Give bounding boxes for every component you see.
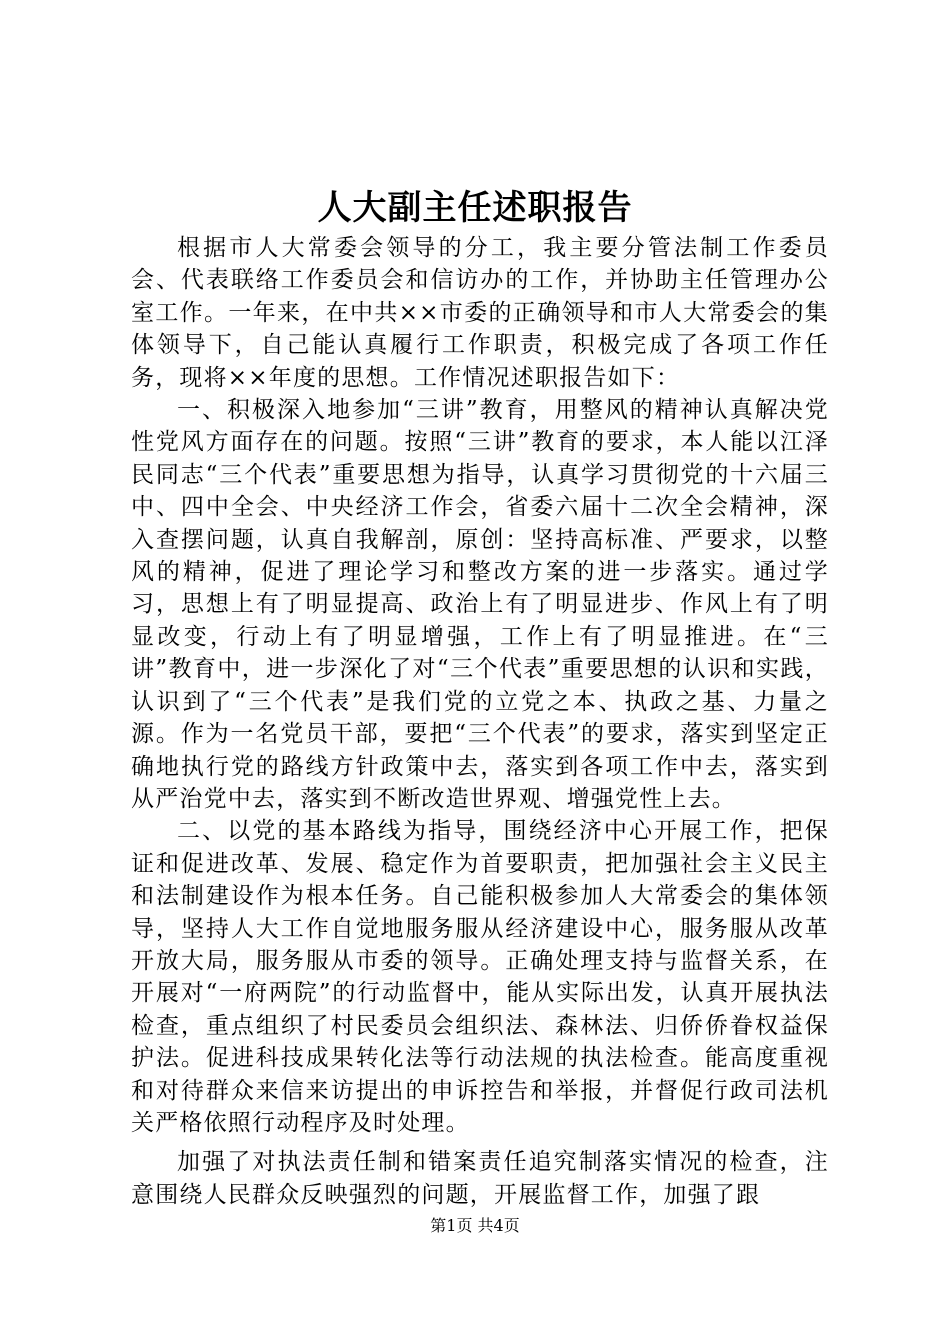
- paragraph-continuation: 加强了对执法责任制和错案责任追究制落实情况的检查，注意围绕人民群众反映强烈的问题，开展监督工作，加强了跟: [131, 1149, 829, 1208]
- paragraph-section-one: 一、积极深入地参加“三讲”教育，用整风的精神认真解决党性党风方面存在的问题。按照“三讲”教育的要求，本人能以江泽民同志“三个代表”重要思想为指导，认真学习贯彻党的十六届三中、四中全会、中央经济工作会，省委六届十二次全会精神，深入查摆问题，认真自我解剖，原创：坚持高标准、严要求，以整风的精神，促进了理论学习和整改方案的进一步落实。通过学习，思想上有了明显提高、政治上有了明显进步、作风上有了明显改变，行动上有了明显增强，工作上有了明显推进。在“三讲”教育中，进一步深化了对“三个代表”重要思想的认识和实践，认识到了“三个代表”是我们党的立党之本、执政之基、力量之源。作为一名党员干部，要把“三个代表”的要求，落实到坚定正确地执行党的路线方针政策中去，落实到各项工作中去，落实到从严治党中去，落实到不断改造世界观、增强党性上去。: [131, 397, 829, 812]
- page-number-footer: 第1页 共4页: [430, 1216, 520, 1235]
- paragraph-intro: 根据市人大常委会领导的分工，我主要分管法制工作委员会、代表联络工作委员会和信访办的工作，并协助主任管理办公室工作。一年来，在中共××市委的正确领导和市人大常委会的集体领导下，自己能认真履行工作职责，积极完成了各项工作任务，现将××年度的思想。工作情况述职报告如下：: [131, 235, 829, 391]
- document-title: 人大副主任述职报告: [317, 188, 633, 228]
- document-body: [131, 232, 829, 1211]
- paragraph-section-two: 二、以党的基本路线为指导，围绕经济中心开展工作，把保证和促进改革、发展、稳定作为首要职责，把加强社会主义民主和法制建设作为根本任务。自己能积极参加人大常委会的集体领导，坚持人大工作自觉地服务服从经济建设中心，服务服从改革开放大局，服务服从市委的领导。正确处理支持与监督关系，在开展对“一府两院”的行动监督中，能从实际出发，认真开展执法检查，重点组织了村民委员会组织法、森林法、归侨侨眷权益保护法。促进科技成果转化法等行动法规的执法检查。能高度重视和对待群众来信来访提出的申诉控告和举报，并督促行政司法机关严格依照行动程序及时处理。: [131, 818, 829, 1136]
